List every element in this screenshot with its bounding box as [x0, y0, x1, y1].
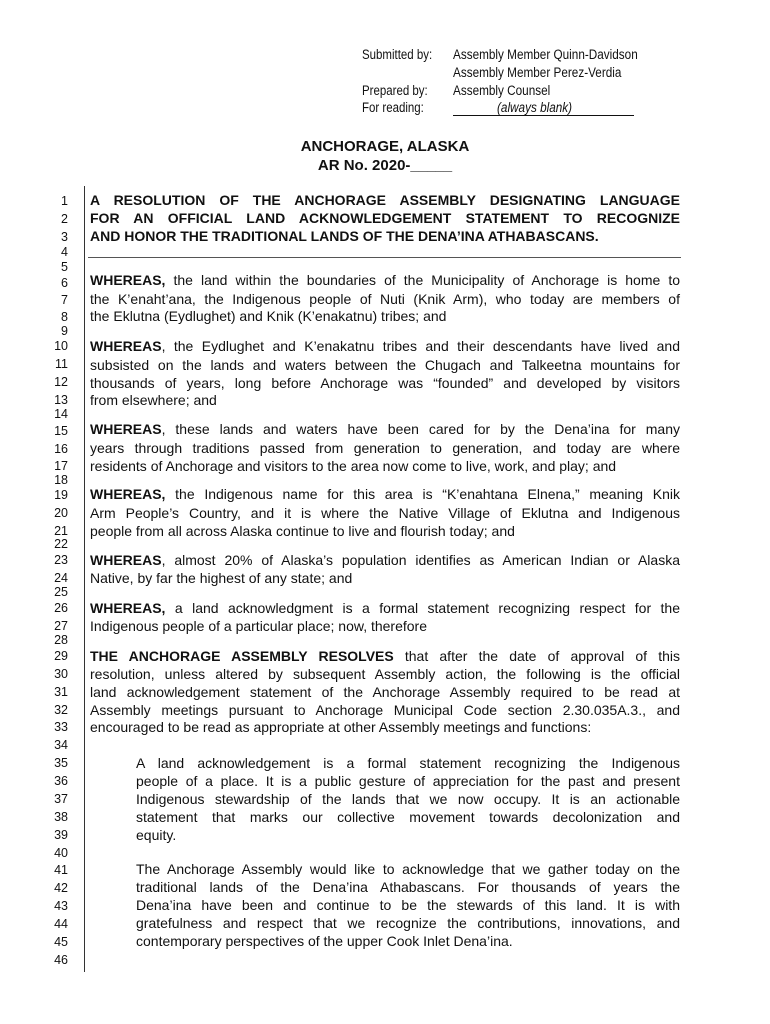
line-number: 34 [54, 738, 68, 752]
resolves-paragraph-line: land acknowledgement statement of the Anchorage Assembly required to be read at [90, 684, 680, 700]
whereas-paragraph-line: WHEREAS, a land acknowledgment is a formal statement recognizing respect for the [90, 600, 680, 616]
line-number: 24 [54, 571, 68, 585]
line-number: 46 [54, 953, 68, 967]
line-number: 30 [54, 667, 68, 681]
acknowledgement-quote-line: The Anchorage Assembly would like to acknowledge that we gather today on the [136, 861, 680, 877]
line-number: 29 [54, 649, 68, 663]
resolution-title-line: A RESOLUTION OF THE ANCHORAGE ASSEMBLY DESIGNATING LANGUAGE [90, 192, 680, 208]
resolves-paragraph-line: Assembly meetings pursuant to Anchorage Municipal Code section 2.30.035A.3., and [90, 702, 680, 718]
line-number: 23 [54, 553, 68, 567]
resolution-number: AR No. 2020-_____ [317, 157, 453, 174]
line-number: 28 [54, 633, 68, 647]
for-reading-value: (always blank) [497, 100, 573, 115]
line-number: 32 [54, 703, 68, 717]
line-number: 43 [54, 899, 68, 913]
whereas-paragraph-line: Arm People’s Country, and it is where the Native Village of Eklutna and Indigenous [90, 505, 680, 521]
whereas-paragraph-line: years through traditions passed from generation to generation, and today are where [90, 440, 680, 456]
resolution-title-line: AND HONOR THE TRADITIONAL LANDS OF THE DENA’INA ATHABASCANS. [90, 228, 599, 244]
line-number: 42 [54, 881, 68, 895]
whereas-paragraph-line: subsisted on the lands and waters between the Chugach and Talkeetna mountains for [90, 357, 680, 373]
line-number: 37 [54, 792, 68, 806]
line-number: 17 [54, 459, 68, 473]
line-number: 4 [61, 245, 68, 259]
line-number: 11 [55, 357, 68, 371]
for-reading-underline [453, 115, 634, 116]
line-number: 33 [54, 720, 68, 734]
whereas-label: WHEREAS [90, 421, 162, 437]
line-number: 3 [61, 230, 68, 244]
line-number: 27 [54, 619, 68, 633]
prepared-by-label: Prepared by: [362, 83, 428, 98]
whereas-label: WHEREAS [90, 552, 162, 568]
acknowledgement-quote-line: statement that marks our collective movement towards decolonization and [136, 809, 680, 825]
whereas-paragraph-line: WHEREAS, almost 20% of Alaska’s population identifies as American Indian or Alaska [90, 552, 680, 568]
whereas-paragraph-line: WHEREAS, the Indigenous name for this area is “K’enahtana Elnena,” meaning Knik [90, 486, 680, 502]
whereas-label: WHEREAS, [90, 272, 166, 288]
prepared-by-value: Assembly Counsel [453, 83, 551, 98]
line-number: 45 [54, 935, 68, 949]
submitted-by-member-2: Assembly Member Perez-Verdia [453, 65, 622, 80]
line-number: 14 [54, 407, 68, 421]
line-number: 1 [61, 194, 68, 208]
line-number: 10 [54, 339, 68, 353]
line-number: 44 [54, 917, 68, 931]
line-number: 20 [54, 506, 68, 520]
acknowledgement-quote-line: gratefulness and respect that we recognize the contributions, innovations, and [136, 915, 680, 931]
line-number: 19 [54, 488, 68, 502]
whereas-paragraph-line: residents of Anchorage and visitors to the area now come to live, work, and play; and [90, 458, 617, 474]
title-rule [88, 257, 681, 258]
line-number: 35 [54, 756, 68, 770]
line-number: 18 [54, 473, 68, 487]
whereas-paragraph-line: Indigenous people of a particular place; now, therefore [90, 618, 428, 634]
whereas-paragraph-line: WHEREAS, the Eydlughet and K’enakatnu tribes and their descendants have lived and [90, 338, 680, 354]
line-number: 9 [61, 324, 68, 338]
whereas-label: WHEREAS, [90, 486, 166, 502]
acknowledgement-quote-line: equity. [136, 827, 177, 843]
for-reading-label: For reading: [362, 100, 424, 115]
line-number: 26 [54, 601, 68, 615]
line-number: 31 [54, 685, 68, 699]
acknowledgement-quote-line: Dena’ina have been and continue to be the stewards of this land. It is with [136, 897, 680, 913]
line-number: 8 [61, 310, 68, 324]
resolves-paragraph-line: resolution, unless altered by subsequent Assembly action, the following is the official [90, 666, 680, 682]
line-number: 13 [54, 393, 68, 407]
line-number: 25 [54, 585, 68, 599]
submitted-by-label: Submitted by: [362, 47, 433, 62]
resolves-paragraph-line: THE ANCHORAGE ASSEMBLY RESOLVES that after the date of approval of this [90, 648, 680, 664]
line-number: 2 [61, 212, 68, 226]
submitted-by-member-1: Assembly Member Quinn-Davidson [453, 47, 638, 62]
resolves-paragraph-line: encouraged to be read as appropriate at other Assembly meetings and functions: [90, 719, 592, 735]
line-number: 38 [54, 810, 68, 824]
line-number: 5 [61, 260, 68, 274]
resolves-label: THE ANCHORAGE ASSEMBLY RESOLVES [90, 648, 394, 664]
acknowledgement-quote-line: A land acknowledgement is a formal statement recognizing the Indigenous [136, 755, 680, 771]
line-number: 12 [54, 375, 68, 389]
whereas-paragraph-line: WHEREAS, these lands and waters have been cared for by the Dena’ina for many [90, 421, 680, 437]
acknowledgement-quote-line: people of a place. It is a public gesture of appreciation for the past and present [136, 773, 680, 789]
acknowledgement-quote-line: Indigenous stewardship of the lands that we now occupy. It is an actionable [136, 791, 680, 807]
line-number: 36 [54, 774, 68, 788]
line-number: 21 [54, 524, 68, 538]
acknowledgement-quote-line: contemporary perspectives of the upper Cook Inlet Dena’ina. [136, 933, 513, 949]
whereas-paragraph-line: people from all across Alaska continue to live and flourish today; and [90, 523, 515, 539]
whereas-label: WHEREAS [90, 338, 162, 354]
whereas-paragraph-line: the K’enaht’ana, the Indigenous people of Nuti (Knik Arm), who today are members of [90, 291, 680, 307]
acknowledgement-quote-line: traditional lands of the Dena’ina Athabascans. For thousands of years the [136, 879, 680, 895]
line-number: 16 [54, 442, 68, 456]
line-number: 41 [54, 863, 68, 877]
resolution-title-line: FOR AN OFFICIAL LAND ACKNOWLEDGEMENT STATEMENT TO RECOGNIZE [90, 210, 680, 226]
line-number: 22 [54, 537, 68, 551]
line-number: 40 [54, 846, 68, 860]
line-number-rule [84, 186, 85, 972]
whereas-paragraph-line: thousands of years, long before Anchorage was “founded” and developed by visitors [90, 375, 680, 391]
line-number: 15 [54, 424, 68, 438]
line-number: 7 [61, 293, 68, 307]
whereas-paragraph-line: Native, by far the highest of any state; and [90, 570, 353, 586]
line-number: 39 [54, 828, 68, 842]
whereas-label: WHEREAS, [90, 600, 166, 616]
whereas-paragraph-line: from elsewhere; and [90, 392, 217, 408]
line-number: 6 [61, 276, 68, 290]
place-heading: ANCHORAGE, ALASKA [300, 138, 470, 155]
whereas-paragraph-line: WHEREAS, the land within the boundaries of the Municipality of Anchorage is home to [90, 272, 680, 288]
whereas-paragraph-line: the Eklutna (Eydlughet) and Knik (K’enakatnu) tribes; and [90, 308, 447, 324]
